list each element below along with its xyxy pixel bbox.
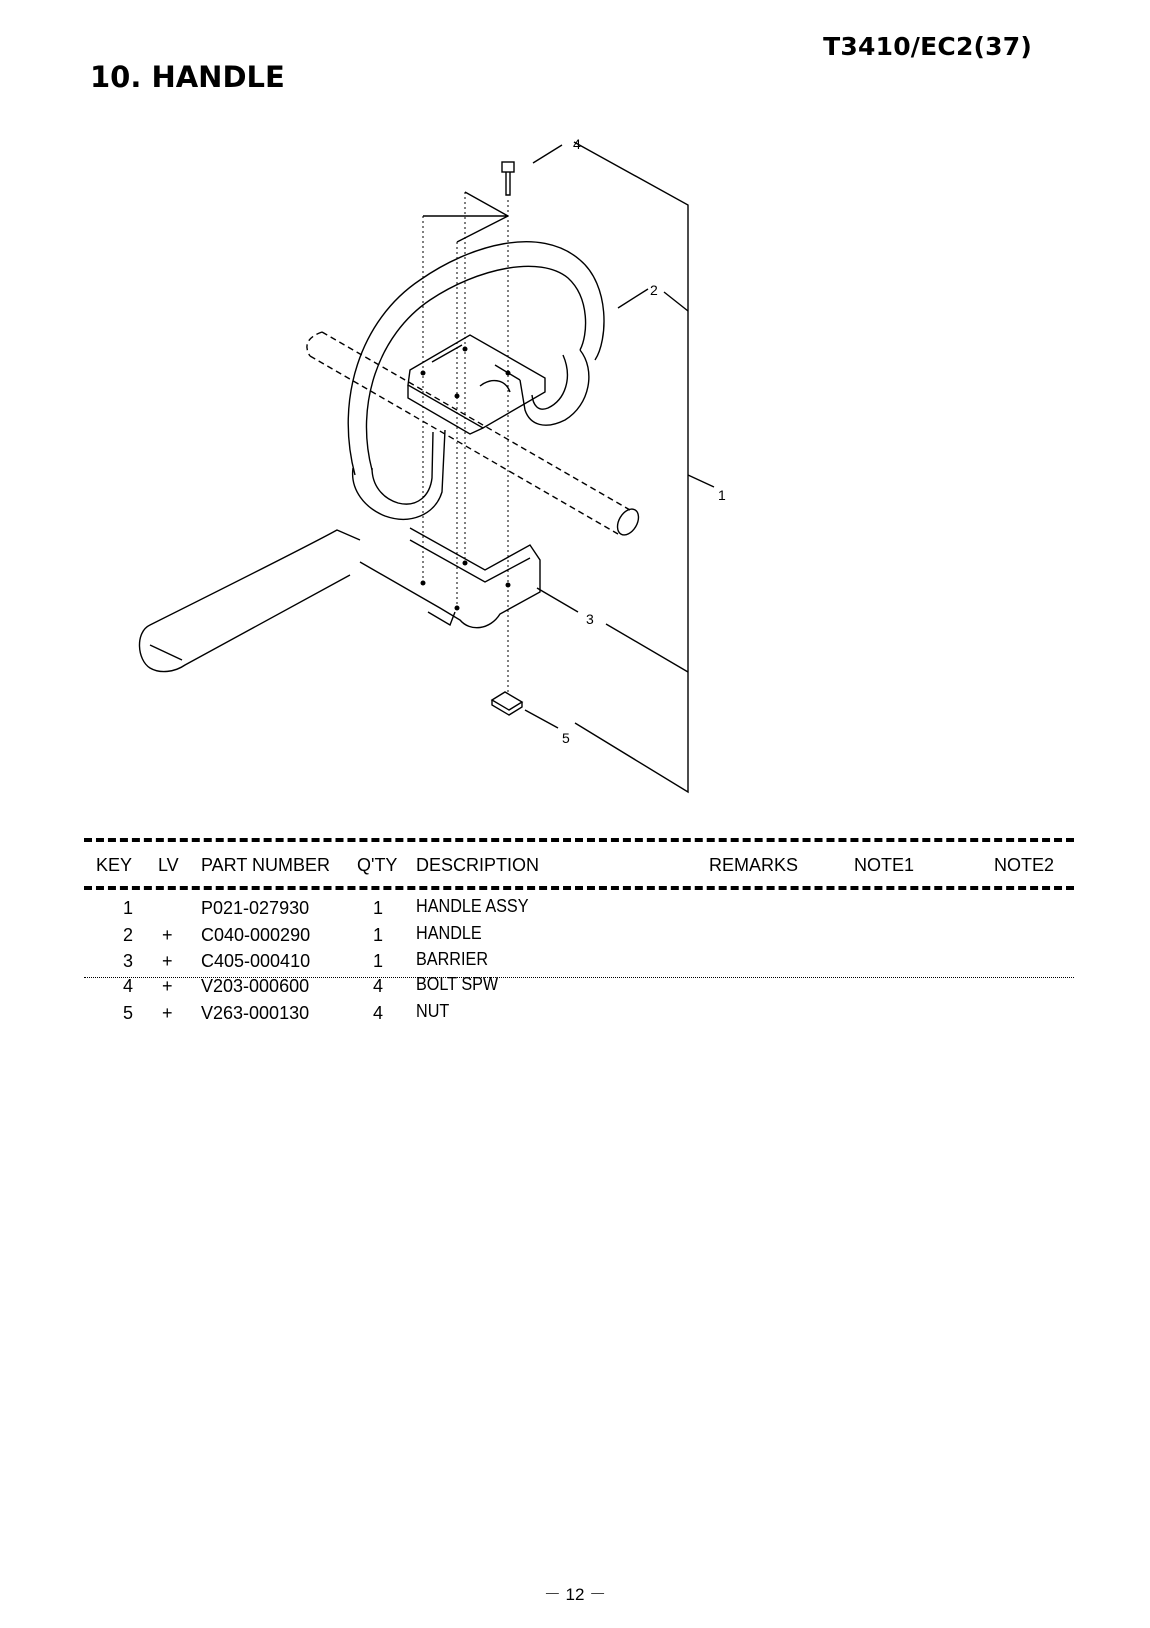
row-qty: 4 <box>373 1003 384 1023</box>
col-note2: NOTE2 <box>994 855 1055 875</box>
page-number: － 12 － <box>543 1585 607 1604</box>
col-remarks: REMARKS <box>709 855 799 875</box>
table-top-rule <box>84 838 1074 842</box>
exploded-parts-diagram <box>0 120 1150 820</box>
row-part-number: V263-000130 <box>201 1003 310 1023</box>
row-qty: 1 <box>373 951 384 971</box>
row-key: 1 <box>123 898 134 918</box>
col-qty: Q'TY <box>357 855 398 875</box>
row-lv: + <box>162 951 173 971</box>
row-key: 3 <box>123 951 134 971</box>
row-part-number: C405-000410 <box>201 951 311 971</box>
row-part-number: P021-027930 <box>201 898 310 918</box>
row-qty: 1 <box>373 898 384 918</box>
row-description: BARRIER <box>416 949 489 969</box>
col-lv: LV <box>158 855 179 875</box>
page-title: 10. HANDLE <box>90 60 285 94</box>
col-note1: NOTE1 <box>854 855 915 875</box>
callout-4: 4 <box>573 136 581 152</box>
col-part-number: PART NUMBER <box>201 855 331 875</box>
row-key: 2 <box>123 925 134 945</box>
row-qty: 4 <box>373 976 384 996</box>
row-key: 4 <box>123 976 134 996</box>
row-description: HANDLE <box>416 923 482 943</box>
row-part-number: V203-000600 <box>201 976 310 996</box>
row-key: 5 <box>123 1003 134 1023</box>
model-number: T3410/EC2(37) <box>823 32 1032 61</box>
callout-3: 3 <box>586 611 594 627</box>
row-lv: + <box>162 1003 173 1023</box>
row-description: HANDLE ASSY <box>416 896 529 916</box>
col-description: DESCRIPTION <box>416 855 540 875</box>
row-part-number: C040-000290 <box>201 925 311 945</box>
col-key: KEY <box>96 855 133 875</box>
table-header-rule <box>84 886 1074 890</box>
callout-2: 2 <box>650 282 658 298</box>
row-lv: + <box>162 976 173 996</box>
callout-5: 5 <box>562 730 570 746</box>
row-qty: 1 <box>373 925 384 945</box>
row-lv: + <box>162 925 173 945</box>
callout-1: 1 <box>718 487 726 503</box>
row-description: NUT <box>416 1001 450 1021</box>
row-description: BOLT SPW <box>416 974 499 994</box>
